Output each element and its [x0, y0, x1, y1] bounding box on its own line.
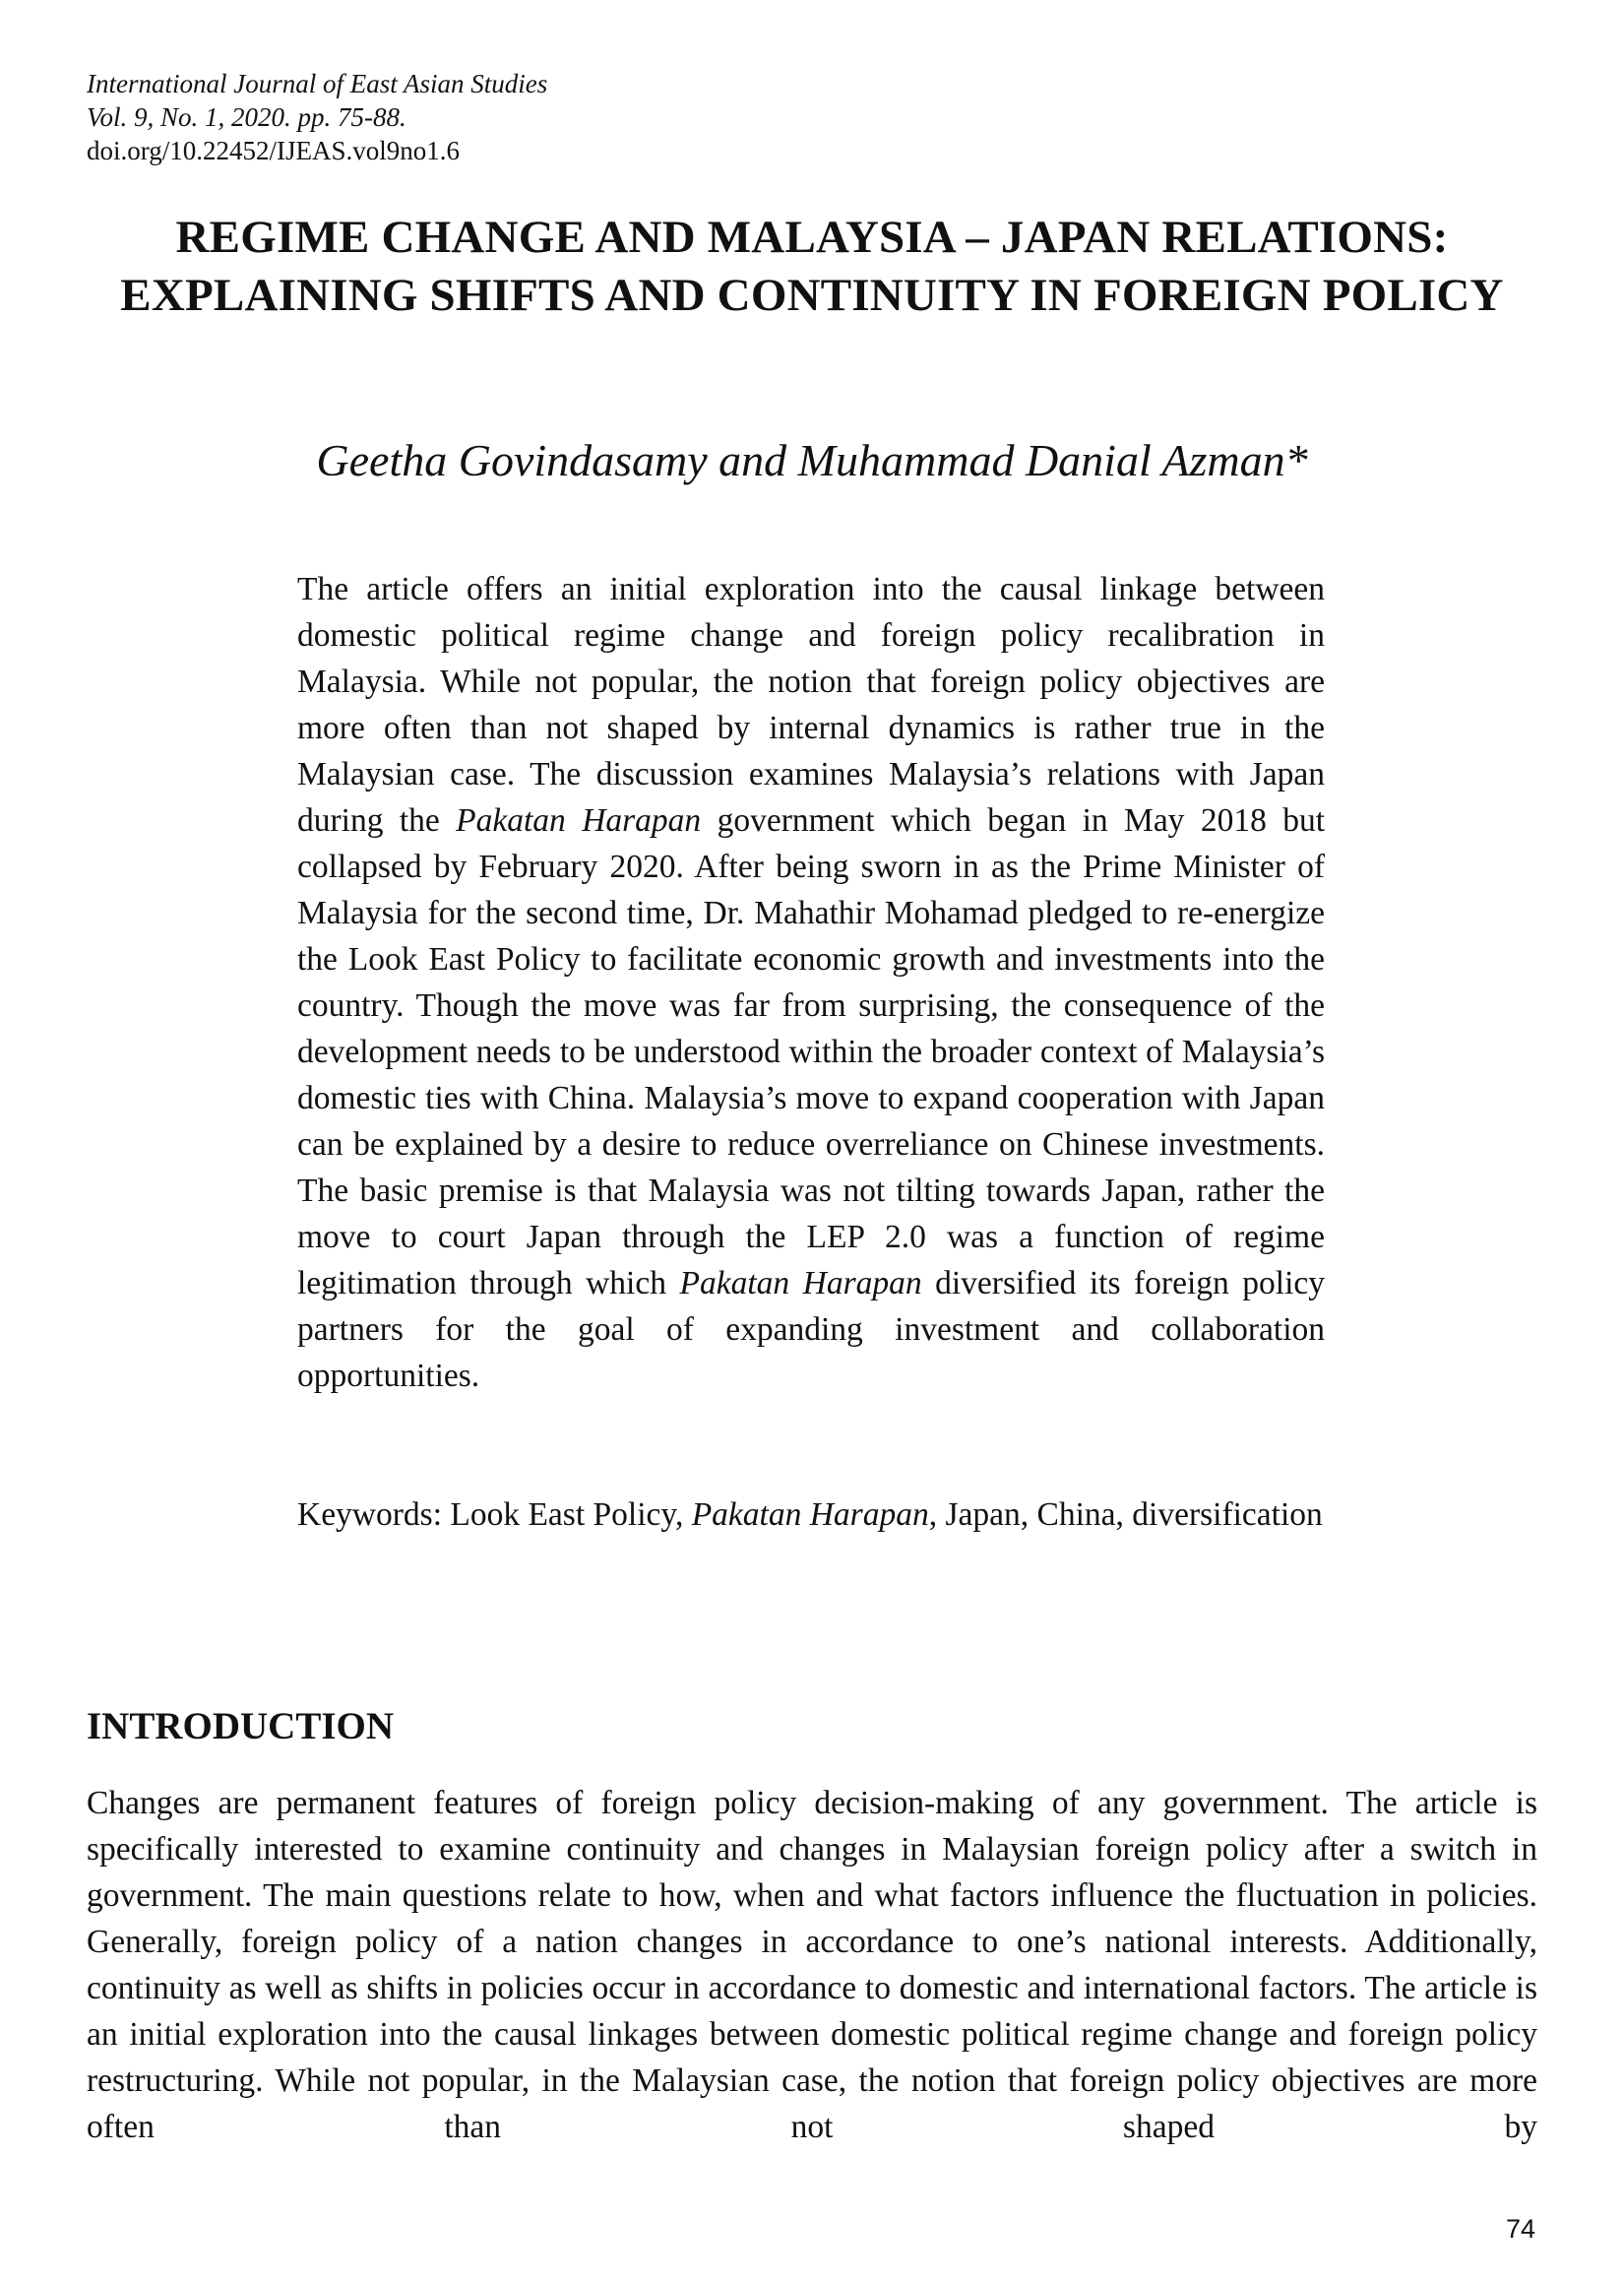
keywords-italic-term: Pakatan Harapan — [691, 1496, 929, 1533]
journal-doi: doi.org/10.22452/IJEAS.vol9no1.6 — [87, 136, 461, 165]
journal-citation — [87, 67, 547, 167]
keywords — [297, 1493, 1325, 1536]
keywords-prefix: Keywords: Look East Policy, — [297, 1496, 692, 1533]
abstract-text-2: government which began in May 2018 but collapsed by February 2020. After being sworn in as the Prime Minister of Malaysia for the second time, Dr. Mahathir Mohamad pledged to re-energize the Look East Policy to facilitate economic growth and investments into the country. Though the move was far from surprising, the consequence of the development needs to be understood within the broader context of Malaysia’s domestic ties with China. Malaysia’s move to expand cooperation with Japan can be explained by a desire to reduce overreliance on Chinese investments. The basic premise is that Malaysia was not tilting towards Japan, rather the move to court Japan through the LEP 2.0 was a function of regime legitimation through which — [297, 802, 1326, 1301]
abstract-text-1: The article offers an initial exploration into the causal linkage between domestic political regime change and foreign policy recalibration in Malaysia. While not popular, the notion that foreign policy objectives are more often than not shaped by internal dynamics is rather true in the Malaysian case. The discussion examines Malaysia’s relations with Japan during the — [297, 571, 1325, 839]
introduction-heading: INTRODUCTION — [87, 1705, 395, 1747]
abstract-text-3: diversified its foreign policy partners for the goal of expanding investment and collaboration opportunities. — [297, 1265, 1325, 1394]
journal-volume: Vol. 9, No. 1, 2020. pp. 75-88. — [87, 102, 406, 132]
abstract-term-pakatan-harapan-2: Pakatan Harapan — [679, 1265, 922, 1301]
page-number: 74 — [1505, 2214, 1535, 2244]
keywords-suffix: , Japan, China, diversification — [928, 1496, 1323, 1533]
abstract — [297, 566, 1325, 1399]
journal-name: International Journal of East Asian Studies — [87, 69, 548, 98]
article-title: REGIME CHANGE AND MALAYSIA – JAPAN RELATIONS: EXPLAINING SHIFTS AND CONTINUITY IN FOREIGN POLICY — [120, 212, 1504, 321]
article-authors: Geetha Govindasamy and Muhammad Danial Azman* — [316, 435, 1308, 485]
introduction-body: Changes are permanent features of foreign policy decision-making of any government. The article is specifically interested to examine continuity and changes in Malaysian foreign policy after a switch in government. The main questions relate to how, when and what factors influence the fluctuation in policies. Generally, foreign policy of a nation changes in accordance to one’s national interests. Additionally, continuity as well as shifts in policies occur in accordance to domestic and international factors. The article is an initial exploration into the causal linkages between domestic political regime change and foreign policy restructuring. While not popular, in the Malaysian case, the notion that foreign policy objectives are more often than not shaped by — [87, 1785, 1537, 2145]
abstract-term-pakatan-harapan: Pakatan Harapan — [456, 802, 702, 839]
